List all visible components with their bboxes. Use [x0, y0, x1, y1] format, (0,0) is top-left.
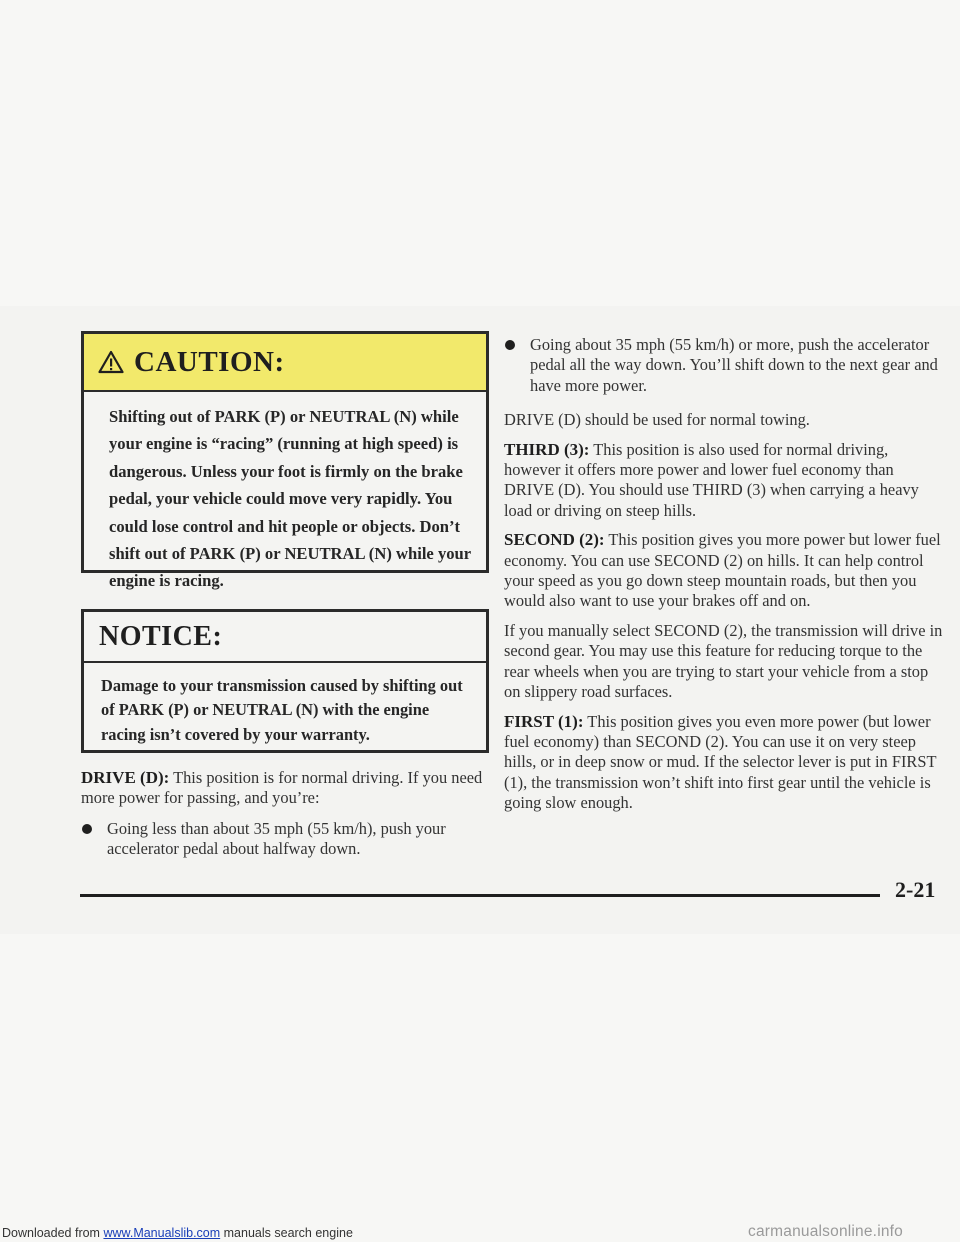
second-label: SECOND (2): — [504, 530, 605, 550]
caution-box — [81, 331, 489, 591]
notice-header — [84, 612, 486, 663]
second-text: This position gives you more power but lower fuel economy. You can use SECOND (2) on hills. It can help control your speed as you go down steep mountain roads, but then you would also want to use your brakes off and on. — [504, 530, 941, 611]
drive-label: DRIVE (D): — [81, 768, 170, 787]
right-column — [504, 335, 944, 814]
bullet-text: Going less than about 35 mph (55 km/h), push your accelerator pedal about halfway down. — [107, 818, 446, 859]
download-prefix: Downloaded from — [2, 1226, 104, 1240]
towing-paragraph: DRIVE (D) should be used for normal towing. — [504, 410, 810, 430]
first-paragraph — [504, 712, 944, 814]
site-watermark: carmanualsonline.info — [748, 1223, 903, 1240]
bullet-item-over-35 — [504, 335, 944, 396]
left-column — [81, 768, 491, 860]
drive-paragraph — [81, 768, 491, 809]
caution-header — [84, 334, 486, 392]
first-label: FIRST (1): — [504, 711, 584, 731]
download-credit — [2, 1226, 353, 1240]
notice-title: NOTICE: — [99, 621, 223, 652]
notice-text: Damage to your transmission caused by shifting out of PARK (P) or NEUTRAL (N) with the engine racing isn’t covered by your warranty. — [101, 676, 463, 744]
manualslib-link[interactable]: www.Manualslib.com — [103, 1226, 221, 1240]
bullet-icon — [82, 824, 92, 834]
second-paragraph — [504, 530, 944, 612]
bullet-icon — [505, 340, 515, 350]
bullet-text: Going about 35 mph (55 km/h) or more, push the accelerator pedal all the way down. You’ll shift down to the next gear and have more power. — [530, 335, 938, 395]
caution-title-text: CAUTION: — [134, 346, 285, 378]
warning-triangle-icon — [98, 350, 124, 374]
caution-text: Shifting out of PARK (P) or NEUTRAL (N) while your engine is “racing” (running at high speed) is dangerous. Unless your foot is firmly on the brake pedal, your vehicle could move very rapidly. You could lose control and hit people or objects. Don’t shift out of PARK (P) or NEUTRAL (N) while your engine is racing. — [109, 407, 471, 591]
third-label: THIRD (3): — [504, 439, 590, 459]
third-paragraph — [504, 440, 944, 522]
download-suffix: manuals search engine — [220, 1226, 353, 1240]
manual-second-paragraph: If you manually select SECOND (2), the transmission will drive in second gear. You may use this feature for reducing torque to the rear wheels when you are trying to start your vehicle from a stop on slippery road surfaces. — [504, 620, 943, 702]
page-number: 2-21 — [895, 877, 936, 902]
third-text: This position is also used for normal driving, however it offers more power and lower fuel economy than DRIVE (D). You should use THIRD (3) when carrying a heavy load or driving on steep hills. — [504, 439, 919, 520]
caution-title — [98, 346, 285, 379]
footer-rule — [80, 894, 880, 897]
notice-box — [81, 609, 489, 753]
bullet-item-less-35 — [81, 819, 491, 860]
first-text: This position gives you even more power (but lower fuel economy) than SECOND (2). You can use it on very steep hills, or in deep snow or mud. If the selector lever is put in FIRST (1), the transmission won’t shift into first gear until the vehicle is going slow enough. — [504, 711, 937, 813]
drive-text: This position is for normal driving. If you need more power for passing, and you’re: — [81, 768, 483, 808]
